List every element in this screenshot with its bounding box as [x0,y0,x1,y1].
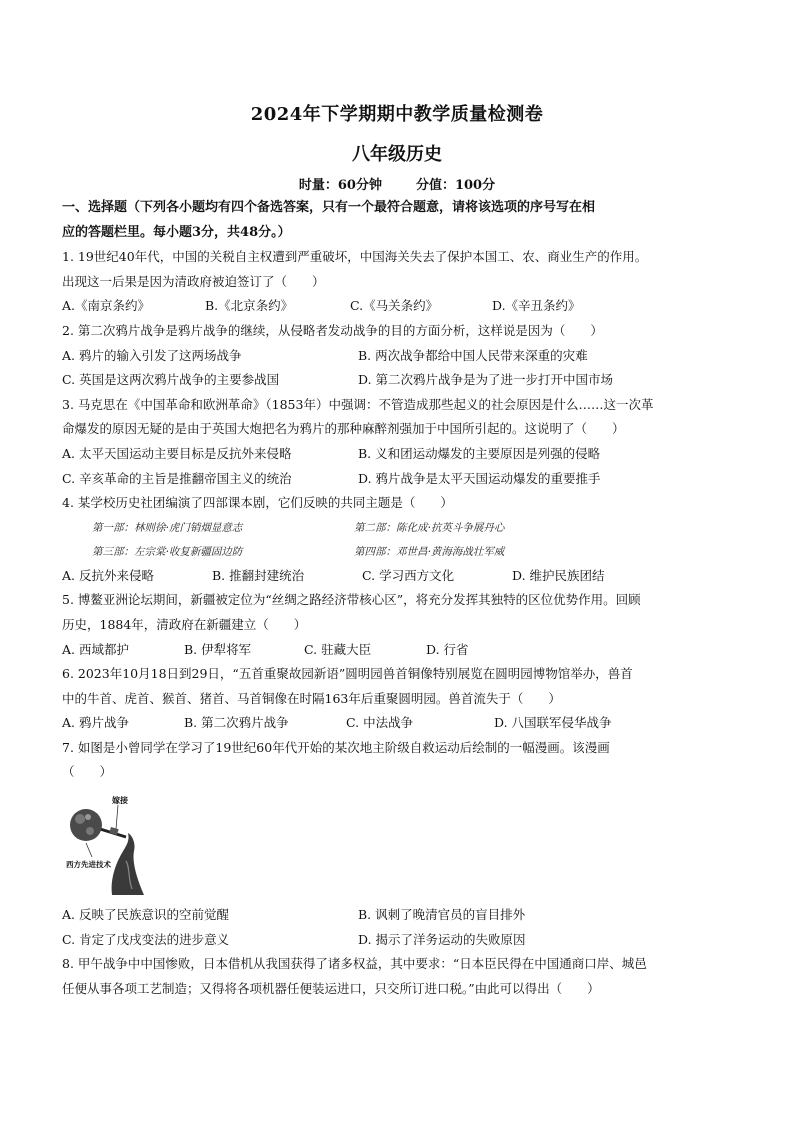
q8-stem: 8. 甲午战争中中国惨败，日本借机从我国获得了诸多权益，其中要求：“日本臣民得在中国通商口岸、城邑 [62,956,647,972]
option-d: D. 第二次鸦片战争是为了进一步打开中国市场 [358,372,614,388]
foliage-detail [85,814,91,820]
q1-stem-cont: 出现这一后果是因为清政府被迫签订了（ ） [62,273,325,289]
option-b: B. 义和团运动爆发的主要原因是列强的侵略 [358,445,601,461]
option-a: A. 鸦片战争 [62,715,129,731]
q7-options-cd [62,928,742,953]
play-3: 第三部：左宗棠·收复新疆固边防 [92,545,243,558]
section-heading: 一、选择题（下列各小题均有四个备选答案，只有一个最符合题意，请将该选项的序号写在相 [62,200,596,215]
option-c: C. 辛亥革命的主旨是推翻帝国主义的统治 [62,470,292,486]
option-c: C. 中法战争 [346,715,414,731]
q5-stem-cont: 历史，1884年，清政府在新疆建立（ ） [62,616,307,632]
option-a: A. 反映了民族意识的空前觉醒 [62,907,229,923]
exam-content [62,196,742,1001]
q7-stem: 7. 如图是小曾同学在学习了19世纪60年代开始的某次地主阶级自救运动后绘制的一幅漫画。该漫画 [62,739,610,755]
q7-stem-cont: （ ） [62,764,113,780]
foliage [70,809,102,841]
play-1: 第一部：林则徐·虎门销烟显意志 [92,521,243,534]
q6-options [62,711,742,736]
option-c: C. 肯定了戊戌变法的进步意义 [62,931,230,947]
q5-options [62,638,742,663]
play-4: 第四部：邓世昌·黄海海战壮军威 [354,545,505,558]
option-b: B. 推翻封建统治 [212,567,305,583]
q7-options-ab [62,903,742,928]
q4-options [62,564,742,589]
q6-stem: 6. 2023年10月18日到29日，“五首重聚故园新语”圆明园兽首铜像特别展览在圆明园博物馆举办，兽首 [62,666,633,682]
exam-time: 时量：60分钟 [298,178,382,193]
option-c: C. 英国是这两次鸦片战争的主要参战国 [62,372,280,388]
play-2: 第二部：陈化成·抗英斗争展丹心 [354,521,505,534]
grafting-cartoon [66,791,156,897]
q8-stem-cont: 任便从事各项工艺制造；又得将各项机器任便装运进口，只交所订进口税。”由此可以得出（ ） [62,980,600,996]
option-d: D. 鸦片战争是太平天国运动爆发的重要推手 [358,470,601,486]
exam-meta [0,174,794,193]
exam-score: 分值：100分 [415,178,496,193]
section-heading-cont: 应的答题栏里。每小题3分，共48分。） [62,224,291,240]
option-d: D. 八国联军侵华战争 [494,715,612,731]
option-b: B. 两次战争都给中国人民带来深重的灾难 [358,347,588,363]
option-b: B. 讽刺了晚清官员的盲目排外 [358,907,526,923]
q4-stem: 4. 某学校历史社团编演了四部课本剧，它们反映的共同主题是（ ） [62,495,453,511]
q5-stem: 5. 博鳌亚洲论坛期间，新疆被定位为“丝绸之路经济带核心区”，将充分发挥其独特的区位优势作用。回顾 [62,592,641,608]
option-b: B.《北京条约》 [205,298,294,314]
q2-stem: 2. 第二次鸦片战争是鸦片战争的继续，从侵略者发动战争的目的方面分析，这样说是因为（ ） [62,322,603,338]
q1-stem: 1. 19世纪40年代，中国的关税自主权遭到严重破坏，中国海关失去了保护本国工、农、商业生产的作用。 [62,249,648,265]
q2-options-cd [62,368,742,393]
q4-plays-row1 [62,516,742,540]
option-a: A. 反抗外来侵略 [62,567,154,583]
option-a: A. 太平天国运动主要目标是反抗外来侵略 [62,445,292,461]
option-a: A. 鸦片的输入引发了这两场战争 [62,347,242,363]
exam-title: 2024年下学期期中教学质量检测卷 [250,104,544,125]
label-pointer [86,843,92,857]
option-d: D.《辛丑条约》 [492,298,581,314]
foliage-detail [86,827,94,835]
option-a: A. 西域都护 [62,641,129,657]
option-a: A.《南京条约》 [62,298,151,314]
option-c: C. 驻藏大臣 [304,641,372,657]
q3-stem-cont: 命爆发的原因无疑的是由于英国大炮把名为鸦片的那种麻醉剂强加于中国所引起的。这说明了（ ） [62,421,625,437]
q3-options-cd [62,467,742,492]
q1-options [62,294,742,319]
exam-subject: 八年级历史 [352,144,442,165]
option-d: D. 维护民族团结 [512,567,605,583]
option-c: C. 学习西方文化 [362,567,455,583]
cartoon-label-tech: 西方先进技术 [66,860,111,870]
option-d: D. 揭示了洋务运动的失败原因 [358,931,526,947]
q6-stem-cont: 中的牛首、虎首、猴首、猪首、马首铜像在时隔163年后重聚圆明园。兽首流失于（ ） [62,690,561,706]
q4-plays-row2 [62,540,742,564]
q2-options-ab [62,344,742,369]
option-d: D. 行省 [426,641,469,657]
foliage-detail [75,814,85,824]
q3-options-ab [62,442,742,467]
label-pointer [116,805,118,829]
option-c: C.《马关条约》 [350,298,439,314]
option-b: B. 第二次鸦片战争 [184,715,289,731]
cartoon-label-graft: 嫁接 [112,796,128,806]
option-b: B. 伊犁将军 [184,641,252,657]
q3-stem: 3. 马克思在《中国革命和欧洲革命》（1853年）中强调：不管造成那些起义的社会原因是什么……这一次革 [62,396,654,412]
